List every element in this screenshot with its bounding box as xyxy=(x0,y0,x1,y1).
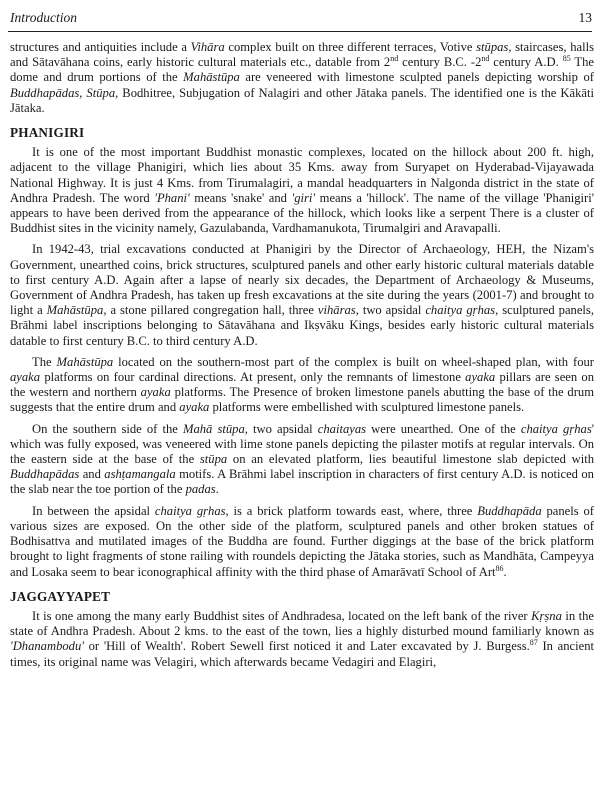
section-heading-phanigiri: PHANIGIRI xyxy=(10,125,85,141)
intro-paragraph: structures and antiquities include a Vihāra complex built on three different terraces, Votive stūpas, staircases, halls and Sātavāhana coins, early historic cultural materials etc., datable from 2nd century B.C. -2nd century A.D. $^{85}$ The dome and drum portions of the Mahāstūpa are veneered with limestone sculpted panels depicting worship of Buddhapādas, Stūpa, Bodhitree, Subjugation of Nalagiri and other Jātaka panels. The identified one is the Kākāti Jātaka. xyxy=(10,40,594,115)
page-body xyxy=(10,40,594,670)
phanigiri-paragraph-5: In between the apsidal chaitya gṛhas, is a brick platform towards east, where, three Buddhapāda panels of various sizes are exposed. On the other side of the platform, sculptured panels and other broken statues of Bodhisattva and mutilated images of the Buddha are found. Further diggings at the base of the brick platform brought to light fragments of stone railing with roundels depicting the Jātaka stories, such as Mandhāta, Campeyya and Losaka seem to bear iconographical affinity with the third phase of Amarāvatī School of Art$^{86}$. xyxy=(10,503,594,579)
running-header xyxy=(10,10,592,28)
phanigiri-paragraph-4: On the southern side of the Mahā stūpa, two apsidal chaitayas were unearthed. One of the chaitya gṛhas' which was fully exposed, was veneered with lime stone panels depicting the pilaster motifs at regular intervals. On the eastern side at the base of the stūpa on an elevated platform, lies beautiful limestone slab depicted with Buddhapādas and ashṭamangala motifs. A Brāhmi label inscription in characters of first century A.D. is noticed on the slab near the toe portion of the padas. xyxy=(10,421,595,497)
phanigiri-paragraph-1: It is one of the most important Buddhist monastic complexes, located on the hillock about 200 ft. high, adjacent to the village Phanigiri, which lies about 35 Kms. away from Suryapet on Hyderabad-Vijayawada National Highway. It is just 4 Kms. from Tirumalagiri, a mandal headquarters in Nalgonda district in the state of Andhra Pradesh. The word 'Phani' means 'snake' and 'giri' means a 'hillock'. The name of the village 'Phanigiri' appears to have been derived from the appearance of the hillock, which looks like a serpent There is a cluster of Buddhist sites in the vicinity namely, Gazulabanda, Vardhamanukota, Tirumalgiri and Aravapalli. xyxy=(10,145,594,236)
header-rule xyxy=(8,31,592,32)
chapter-title: Introduction xyxy=(10,10,77,25)
phanigiri-paragraph-2: In 1942-43, trial excavations conducted at Phanigiri by the Director of Archaeology, HEH, the Nizam's Government, unearthed coins, brick structures, sculptured panels and other early historic cultural materials datable to first century A.D. Again after a lapse of nearly six decades, the Department of Archaeology & Museums, Government of Andhra Pradesh, has taken up fresh excavations at the site during the years (2001-7) and brought to light a Mahāstūpa, a stone pillared congregation hall, three vihāras, two apsidal chaitya gṛhas, sculptured panels, Brāhmi label inscriptions belonging to Sātavāhana and Ikṣvāku Kings, besides early historic cultural materials datable to first century B.C. to third century A.D. xyxy=(10,242,594,348)
section-heading-jaggayyapet: JAGGAYYAPET xyxy=(10,588,111,604)
jaggayyapet-paragraph-1: It is one among the many early Buddhist sites of Andhradesa, located on the left bank of the river Kṛṣna in the state of Andhra Pradesh. About 2 kms. to the east of the town, lies a highly disturbed mound familiarly known as 'Dhanambodu' or 'Hill of Wealth'. Robert Sewell first noticed it and Later excavated by J. Burgess.$^{87}$ In ancient times, its original name was Velagiri, which afterwards became Vedagiri and Elagiri, xyxy=(10,608,594,669)
footnote-ref: 86 xyxy=(495,563,504,573)
footnote-ref: 85 xyxy=(562,54,571,64)
phanigiri-paragraph-3: The Mahāstūpa located on the southern-most part of the complex is built on wheel-shaped plan, with four ayaka platforms on four cardinal directions. At present, only the remnants of limestone ayaka pillars are seen on the western and northern ayaka platforms. The Presence of broken limestone panels abutting the base of the drum suggests that the entire drum and ayaka platforms were embellished with sculptured limestone panels. xyxy=(10,354,595,415)
footnote-ref: 87 xyxy=(529,638,538,648)
page-number: 13 xyxy=(578,10,592,25)
